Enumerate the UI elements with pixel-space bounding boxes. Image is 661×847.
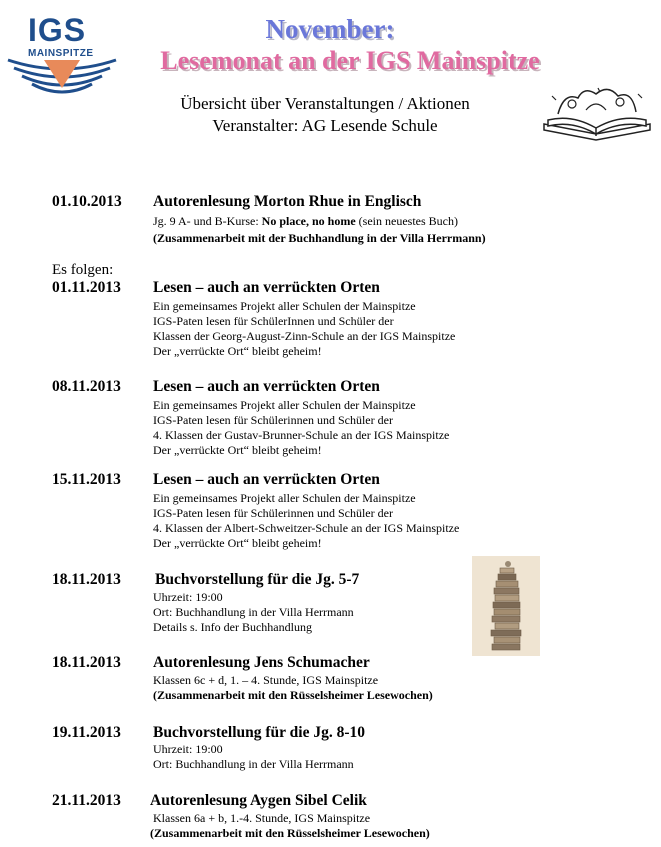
subtitle-overview: Übersicht über Veranstaltungen / Aktionen (180, 94, 470, 113)
event-line: Ort: Buchhandlung in der Villa Herrmann (153, 605, 354, 619)
event-line: Ein gemeinsames Projekt aller Schulen der Mainspitze (153, 398, 416, 412)
event-title: Lesen – auch an verrückten Orten (153, 378, 380, 395)
event-date: 08.11.2013 (52, 378, 121, 395)
event-line-bold: (Zusammenarbeit mit der Buchhandlung in der Villa Herrmann) (153, 231, 486, 245)
event-line: IGS-Paten lesen für Schülerinnen und Schüler der (153, 413, 393, 427)
event-line: Jg. 9 A- und B-Kurse: No place, no home (sein neuestes Buch) (153, 214, 458, 228)
event-line: 4. Klassen der Albert-Schweitzer-Schule an der IGS Mainspitze (153, 521, 460, 535)
event-date: 01.10.2013 (52, 193, 122, 210)
event-title: Autorenlesung Jens Schumacher (153, 654, 370, 671)
event-title: Autorenlesung Aygen Sibel Celik (150, 792, 367, 809)
event-line: Uhrzeit: 19:00 (153, 590, 223, 604)
event-line: Details s. Info der Buchhandlung (153, 620, 312, 634)
event-title: Autorenlesung Morton Rhue in Englisch (153, 193, 422, 210)
event-date: 21.11.2013 (52, 792, 121, 809)
event-line: Der „verrückte Ort“ bleibt geheim! (153, 536, 322, 550)
title-line-2: Lesemonat an der IGS Mainspitze (160, 46, 540, 75)
school-logo (6, 12, 118, 112)
subtitle-organizer: Veranstalter: AG Lesende Schule (212, 116, 438, 135)
event-line-bold: (Zusammenarbeit mit den Rüsselsheimer Lesewochen) (150, 826, 430, 840)
event-line-bold: (Zusammenarbeit mit den Rüsselsheimer Lesewochen) (153, 688, 433, 702)
event-title: Lesen – auch an verrückten Orten (153, 279, 380, 296)
event-line: IGS-Paten lesen für Schülerinnen und Schüler der (153, 506, 393, 520)
event-line: Uhrzeit: 19:00 (153, 742, 223, 756)
event-line: Ein gemeinsames Projekt aller Schulen der Mainspitze (153, 491, 416, 505)
event-line: Klassen 6a + b, 1.-4. Stunde, IGS Mainspitze (153, 811, 371, 825)
event-line: Der „verrückte Ort“ bleibt geheim! (153, 344, 322, 358)
event-title: Buchvorstellung für die Jg. 8-10 (153, 724, 365, 741)
book-stack-photo (472, 556, 540, 656)
event-line: Klassen 6c + d, 1. – 4. Stunde, IGS Mainspitze (153, 673, 379, 687)
event-date: 19.11.2013 (52, 724, 121, 741)
title-line-1: November: (265, 14, 395, 44)
open-book-icon (538, 84, 656, 144)
event-line: Ort: Buchhandlung in der Villa Herrmann (153, 757, 354, 771)
event-title: Buchvorstellung für die Jg. 5-7 (155, 571, 360, 588)
event-line: Klassen der Georg-August-Zinn-Schule an der IGS Mainspitze (153, 329, 456, 343)
following-label: Es folgen: (52, 262, 114, 278)
event-date: 18.11.2013 (52, 654, 121, 671)
event-date: 18.11.2013 (52, 571, 121, 588)
event-line: 4. Klassen der Gustav-Brunner-Schule an der IGS Mainspitze (153, 428, 450, 442)
event-date: 01.11.2013 (52, 279, 121, 296)
event-title: Lesen – auch an verrückten Orten (153, 471, 380, 488)
event-date: 15.11.2013 (52, 471, 121, 488)
event-line: Ein gemeinsames Projekt aller Schulen der Mainspitze (153, 299, 416, 313)
event-line: IGS-Paten lesen für SchülerInnen und Schüler der (153, 314, 394, 328)
logo-emblem-icon (6, 48, 118, 114)
logo-text: IGS (28, 12, 87, 48)
logo-subtext: MAINSPITZE (28, 48, 94, 59)
event-line: Der „verrückte Ort“ bleibt geheim! (153, 443, 322, 457)
